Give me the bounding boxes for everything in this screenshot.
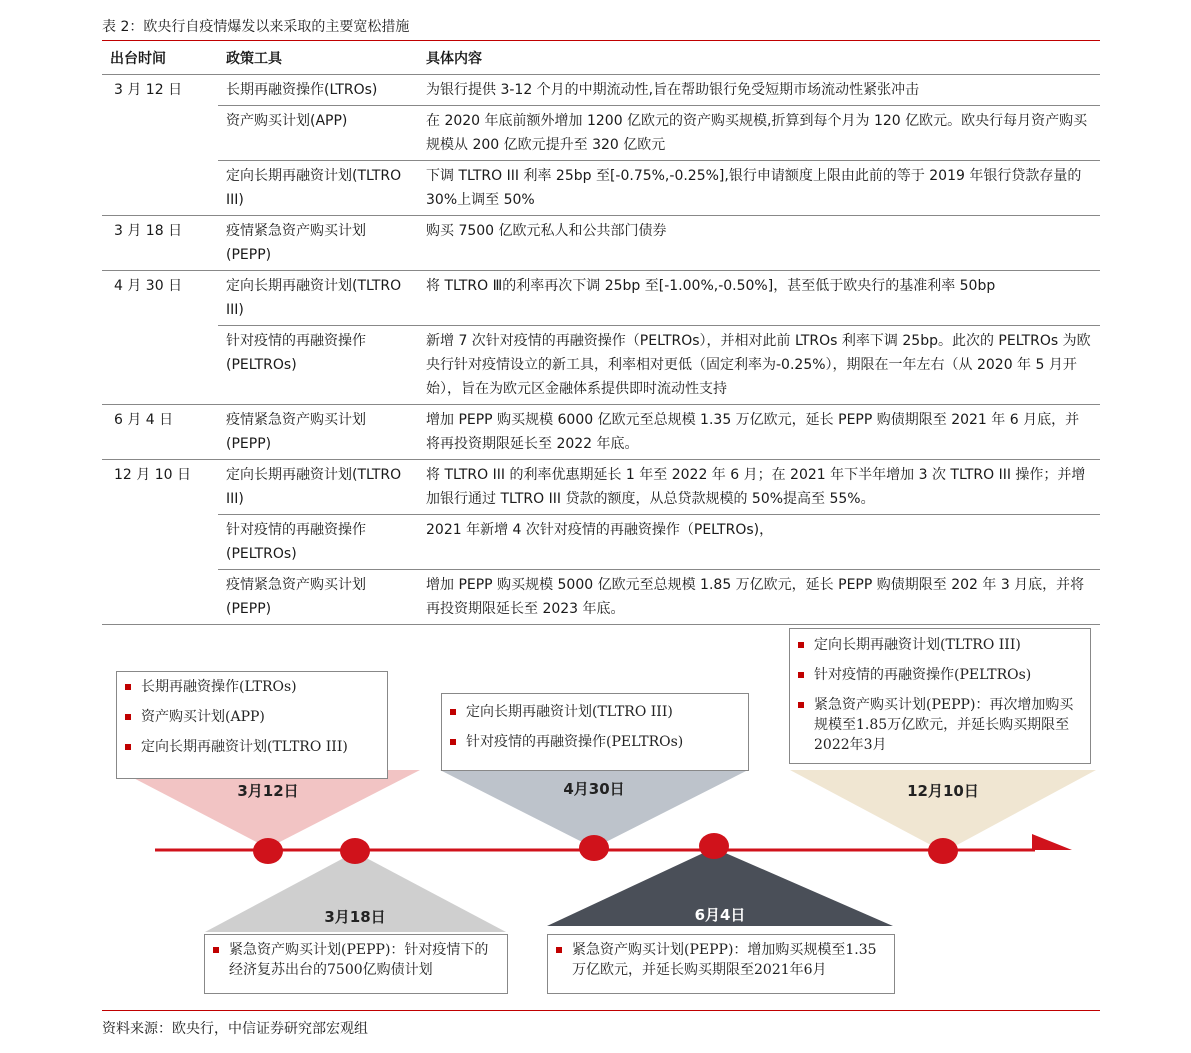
row-tool: 疫情紧急资产购买计划(PEPP) [218,405,418,460]
row-content: 将 TLTRO Ⅲ的利率再次下调 25bp 至[-1.00%,-0.50%]，甚至低于欧央行的基准利率 50bp [418,271,1100,326]
box-item [798,665,1082,685]
row-content: 增加 PEPP 购买规模 6000 亿欧元至总规模 1.35 万亿欧元，延长 PEPP 购债期限至 2021 年 6 月底，并将再投资期限延长至 2022 年底。 [418,405,1100,460]
row-tool: 定向长期再融资计划(TLTRO III) [218,161,418,216]
box-mar12 [116,671,388,779]
row-tool: 定向长期再融资计划(TLTRO III) [218,460,418,515]
row-content: 将 TLTRO III 的利率优惠期延长 1 年至 2022 年 6 月；在 2021 年下半年增加 3 次 TLTRO III 操作；并增加银行通过 TLTRO III 贷款的额度，从总贷款规模的 50%提高至 55%。 [418,460,1100,515]
box-item-text: 紧急资产购买计划(PEPP)：增加购买规模至1.35万亿欧元，并延长购买期限至2021年6月 [572,942,877,978]
row-date: 3 月 12 日 [102,75,218,106]
timeline-dot-jun4 [699,833,729,859]
box-item [125,677,379,697]
row-content: 下调 TLTRO III 利率 25bp 至[-0.75%,-0.25%],银行申请额度上限由此前的等于 2019 年银行贷款存量的 30%上调至 50% [418,161,1100,216]
bullet-square-icon [213,947,219,953]
table-caption: 表 2：欧央行自疫情爆发以来采取的主要宽松措施 [102,19,410,35]
box-item-text: 针对疫情的再融资操作(PELTROs) [814,667,1032,683]
bullet-square-icon [125,684,131,690]
header-tool: 政策工具 [218,43,418,75]
date-label-jun4: 6月4日 [694,906,746,924]
box-item [450,702,740,722]
box-item-text: 定向长期再融资计划(TLTRO III) [141,739,348,755]
row-content: 2021 年新增 4 次针对疫情的再融资操作（PELTROs)， [418,515,1100,570]
box-item [798,695,1082,755]
row-tool: 定向长期再融资计划(TLTRO III) [218,271,418,326]
row-date: 6 月 4 日 [102,405,218,460]
row-tool: 资产购买计划(APP) [218,106,418,161]
bullet-square-icon [556,947,562,953]
box-item [798,635,1082,655]
row-content: 在 2020 年底前额外增加 1200 亿欧元的资产购买规模,折算到每个月为 120 亿欧元。欧央行每月资产购买规模从 200 亿欧元提升至 320 亿欧元 [418,106,1100,161]
box-item-text: 长期再融资操作(LTROs) [141,679,297,695]
header-content: 具体内容 [418,43,1100,75]
box-item [213,940,499,980]
box-apr30 [441,693,749,771]
box-item [125,737,379,757]
timeline-arrowhead [1032,834,1072,850]
bullet-square-icon [798,702,804,708]
box-item-text: 针对疫情的再融资操作(PELTROs) [466,734,684,750]
box-item-text: 紧急资产购买计划(PEPP)：针对疫情下的经济复苏出台的7500亿购债计划 [229,942,489,978]
box-item-text: 资产购买计划(APP) [141,709,265,725]
header-date: 出台时间 [102,43,218,75]
timeline-dot-apr30 [579,835,609,861]
bullet-square-icon [125,744,131,750]
row-content: 购买 7500 亿欧元私人和公共部门债券 [418,216,1100,271]
bullet-square-icon [798,672,804,678]
date-label-apr30: 4月30日 [563,780,625,798]
row-content: 增加 PEPP 购买规模 5000 亿欧元至总规模 1.85 万亿欧元，延长 PEPP 购债期限至 202 年 3 月底，并将再投资期限延长至 2023 年底。 [418,570,1100,625]
row-content: 为银行提供 3-12 个月的中期流动性,旨在帮助银行免受短期市场流动性紧张冲击 [418,75,1100,106]
bullet-square-icon [125,714,131,720]
bullet-square-icon [450,739,456,745]
row-date: 3 月 18 日 [102,216,218,271]
box-item-text: 紧急资产购买计划(PEPP)：再次增加购买规模至1.85万亿欧元，并延长购买期限至2022年3月 [814,697,1074,753]
box-mar18 [204,934,508,994]
box-dec10 [789,628,1091,764]
date-label-dec10: 12月10日 [907,782,979,800]
timeline-dot-dec10 [928,838,958,864]
box-item-text: 定向长期再融资计划(TLTRO III) [466,704,673,720]
box-jun4 [547,934,895,994]
row-content: 新增 7 次针对疫情的再融资操作（PELTROs），并相对此前 LTROs 利率下调 25bp。此次的 PELTROs 为欧央行针对疫情设立的新工具，利率相对更低（固定利率为-0.25%），期限在一年左右（从 2020 年 5 月开始），旨在为欧元区金融体系提供即时流动性支持 [418,326,1100,405]
row-tool: 疫情紧急资产购买计划(PEPP) [218,570,418,625]
row-tool: 针对疫情的再融资操作(PELTROs) [218,515,418,570]
bullet-square-icon [450,709,456,715]
row-tool: 针对疫情的再融资操作(PELTROs) [218,326,418,405]
timeline-dot-mar12 [253,838,283,864]
row-tool: 长期再融资操作(LTROs) [218,75,418,106]
source-note: 资料来源：欧央行，中信证券研究部宏观组 [102,1021,368,1037]
box-item [556,940,886,980]
bottom-rule [102,1010,1100,1011]
row-tool: 疫情紧急资产购买计划(PEPP) [218,216,418,271]
bullet-square-icon [798,642,804,648]
box-item [125,707,379,727]
box-item [450,732,740,752]
date-label-mar18: 3月18日 [324,908,386,926]
row-date: 12 月 10 日 [102,460,218,515]
timeline-dot-mar18 [340,838,370,864]
date-label-mar12: 3月12日 [237,782,299,800]
box-item-text: 定向长期再融资计划(TLTRO III) [814,637,1021,653]
row-date: 4 月 30 日 [102,271,218,326]
